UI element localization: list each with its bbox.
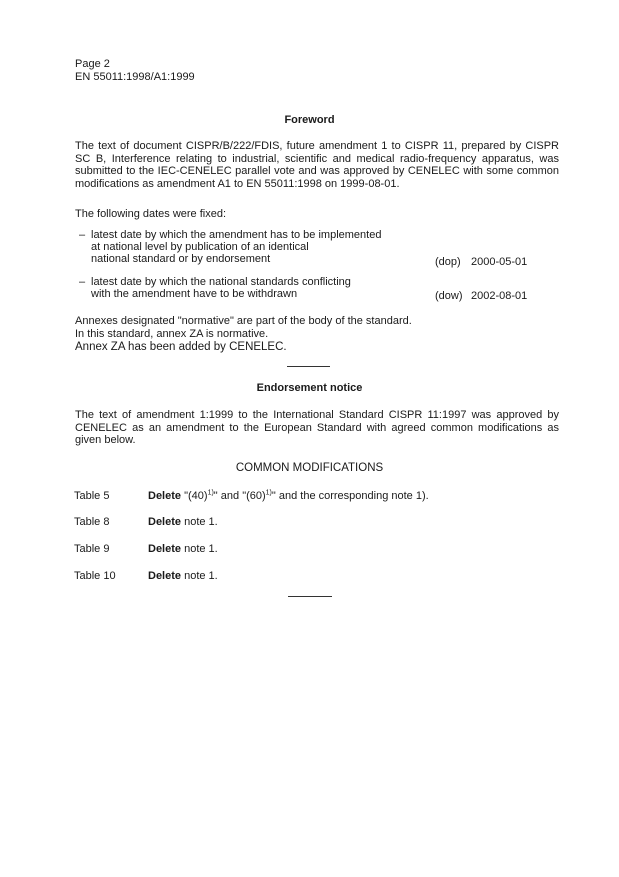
- modification-text: Delete note 1.: [148, 516, 218, 528]
- date-item-text: latest date by which the national standards conflicting with the amendment have to be withdrawn: [91, 276, 351, 300]
- modification-text: Delete note 1.: [148, 543, 218, 555]
- date-value: 2000-05-01: [471, 256, 528, 268]
- list-dash: –: [79, 229, 86, 241]
- foreword-paragraph: The text of document CISPR/B/222/FDIS, future amendment 1 to CISPR 11, prepared by CISPR SC B, Interference relating to industrial, scientific and medical radio-frequency apparatus, was submitted to the IEC-CENELEC parallel vote and was approved by CENELEC with some common modifications as amendment A1 to EN 55011:1998 on 1999-08-01.: [75, 140, 559, 190]
- dates-intro: The following dates were fixed:: [75, 208, 227, 220]
- date-item-dop: [79, 229, 559, 269]
- date-item-dow: [79, 276, 559, 304]
- foreword-title: Foreword: [284, 114, 335, 126]
- annex-za-added-note: Annex ZA has been added by CENELEC.: [75, 341, 287, 353]
- section-divider: [288, 596, 332, 597]
- modification-text: Delete "$(40)^{1)}$" and "$(60)^{1)}$" and the corresponding note 1).: [148, 489, 429, 502]
- modification-text: Delete note 1.: [148, 570, 218, 582]
- table-reference: Table 8: [74, 516, 110, 528]
- document-id: EN 55011:1998/A1:1999: [75, 71, 195, 83]
- page-number: Page 2: [75, 58, 110, 70]
- endorsement-paragraph: The text of amendment 1:1999 to the International Standard CISPR 11:1997 was approved by CENELEC as an amendment to the European Standard with agreed common modifications as given below.: [75, 409, 559, 446]
- annex-za-note: In this standard, annex ZA is normative.: [75, 328, 269, 340]
- date-item-text: latest date by which the amendment has to be implemented at national level by publication of an identical national standard or by endorsement: [91, 229, 382, 265]
- list-dash: –: [79, 276, 86, 288]
- table-reference: Table 9: [74, 543, 110, 555]
- date-code: (dow): [435, 290, 463, 302]
- table-reference: Table 10: [74, 570, 116, 582]
- date-value: 2002-08-01: [471, 290, 528, 302]
- endorsement-title: Endorsement notice: [256, 382, 363, 394]
- section-divider: [287, 366, 330, 367]
- common-modifications-title: COMMON MODIFICATIONS: [235, 462, 384, 474]
- date-code: (dop): [435, 256, 461, 268]
- table-reference: Table 5: [74, 490, 110, 502]
- annex-normative-note: Annexes designated "normative" are part of the body of the standard.: [75, 315, 412, 327]
